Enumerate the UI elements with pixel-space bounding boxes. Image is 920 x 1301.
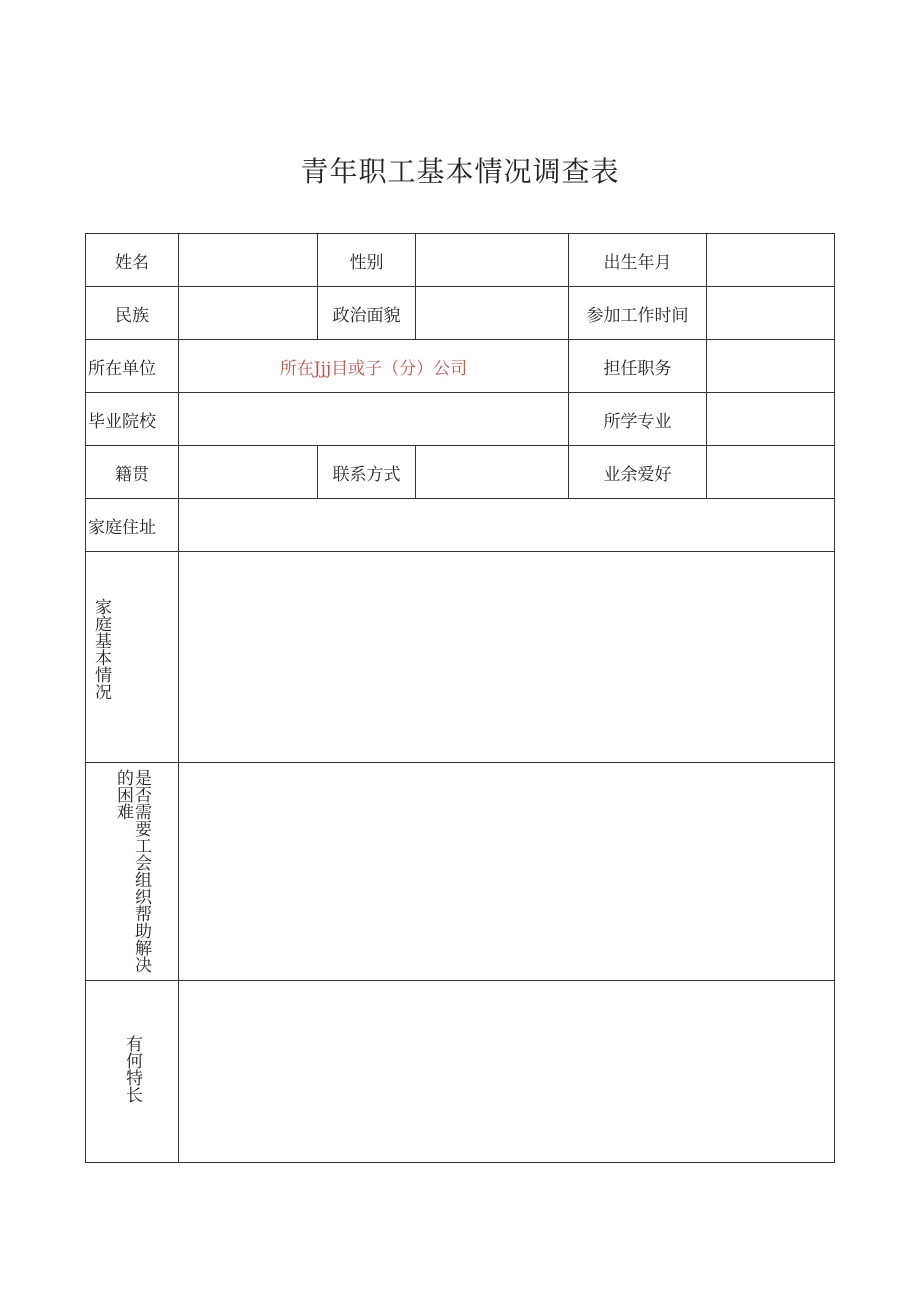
label-major: 所学专业 [569,393,707,446]
label-name: 姓名 [86,234,179,287]
label-position: 担任职务 [569,340,707,393]
survey-form-table [85,233,835,1163]
label-gender: 性别 [318,234,416,287]
label-school: 毕业院校 [86,393,179,446]
label-political: 政治面貌 [318,287,416,340]
label-unit: 所在单位 [86,340,179,393]
input-hometown[interactable] [179,446,318,499]
input-work-start[interactable] [707,287,835,340]
label-family-info-cell [86,552,179,763]
label-work-start: 参加工作时间 [569,287,707,340]
input-talent[interactable] [179,981,835,1163]
input-help-needed[interactable] [179,763,835,981]
input-school[interactable] [179,393,569,446]
row-hometown [86,446,835,499]
page-title: 青年职工基本情况调查表 [300,155,620,188]
row-family-info [86,552,835,763]
row-ethnicity [86,287,835,340]
row-talent [86,981,835,1163]
row-name [86,234,835,287]
input-name[interactable] [179,234,318,287]
input-ethnicity[interactable] [179,287,318,340]
row-school [86,393,835,446]
label-birth: 出生年月 [569,234,707,287]
input-birth[interactable] [707,234,835,287]
label-address: 家庭住址 [86,499,179,552]
label-ethnicity: 民族 [86,287,179,340]
input-address[interactable] [179,499,835,552]
input-family-info[interactable] [179,552,835,763]
label-contact: 联系方式 [318,446,416,499]
input-political[interactable] [416,287,569,340]
input-position[interactable] [707,340,835,393]
input-unit[interactable]: 所在Jjj目或子（分）公司 [179,340,569,393]
row-address [86,499,835,552]
label-talent: 有何特长 [122,1035,142,1103]
label-talent-cell [86,981,179,1163]
row-help-needed [86,763,835,981]
input-major[interactable] [707,393,835,446]
input-hobby[interactable] [707,446,835,499]
input-gender[interactable] [416,234,569,287]
input-contact[interactable] [416,446,569,499]
label-help-needed: 是否需要工会组织帮助解决的困难 [113,769,151,973]
label-family-info: 家庭基本情况 [91,598,111,700]
label-help-needed-cell [86,763,179,981]
label-hobby: 业余爱好 [569,446,707,499]
row-unit [86,340,835,393]
label-hometown: 籍贯 [86,446,179,499]
